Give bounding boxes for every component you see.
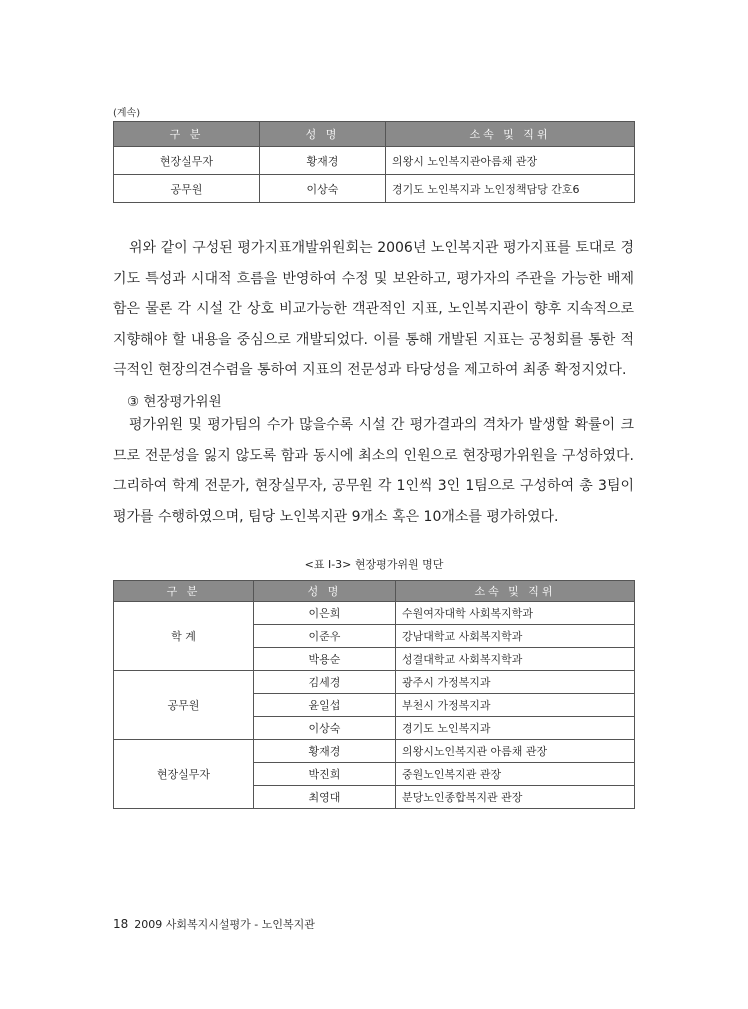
table-caption: <표 Ⅰ-3> 현장평가위원 명단 (304, 558, 444, 571)
cell-affiliation: 중원노인복지관 관장 (396, 763, 635, 786)
cell-affiliation: 부천시 가정복지과 (396, 694, 635, 717)
footer-text: 2009 사회복지시설평가 - 노인복지관 (134, 918, 315, 931)
body-paragraph-1: 위와 같이 구성된 평가지표개발위원회는 2006년 노인복지관 평가지표를 토대로 경기도 특성과 시대적 흐름을 반영하여 수정 및 보완하고, 평가자의 주관을 가능한 배제함은 물론 각 시설 간 상호 비교가능한 객관적인 지표, 노인복지관이 향후 지속적으로 지향해야 할 내용을 중심으로 개발되었다. 이를 통해 개발된 지표는 공청회를 통한 적극적인 현장의견수렴을 통하여 지표의 전문성과 타당성을 제고하여 최종 확정지었다. (113, 240, 634, 378)
cell-affiliation: 성결대학교 사회복지학과 (396, 648, 635, 671)
table-row (114, 740, 635, 763)
cell-name: 최영대 (254, 786, 396, 809)
field-evaluators-table (113, 580, 635, 809)
cell-name: 이준우 (254, 625, 396, 648)
cell-affiliation: 수원여자대학 사회복지학과 (396, 602, 635, 625)
table-row (114, 671, 635, 694)
table-row (114, 175, 635, 203)
header-affiliation: 소속 및 직위 (396, 581, 635, 602)
cell-name: 윤일섭 (254, 694, 396, 717)
cell-name: 박용순 (254, 648, 396, 671)
cell-affiliation: 경기도 노인복지과 (396, 717, 635, 740)
cell-name: 이은희 (254, 602, 396, 625)
cell-affiliation: 경기도 노인복지과 노인정책담당 간호6 (386, 175, 635, 203)
cell-affiliation: 의왕시노인복지관 아름채 관장 (396, 740, 635, 763)
continued-label: (계속) (113, 108, 141, 119)
cell-name: 이상숙 (260, 175, 386, 203)
cell-name: 김세경 (254, 671, 396, 694)
table-header-row (114, 122, 635, 147)
table-header-row (114, 581, 635, 602)
committee-table-continued (113, 121, 635, 203)
header-affiliation: 소속 및 직위 (386, 122, 635, 147)
cell-name: 이상숙 (254, 717, 396, 740)
cell-name: 황재경 (254, 740, 396, 763)
page-footer (113, 916, 315, 932)
cell-affiliation: 강남대학교 사회복지학과 (396, 625, 635, 648)
cell-category: 현장실무자 (114, 147, 260, 175)
cell-category-public-official: 공무원 (114, 671, 254, 740)
page-number: 18 (113, 917, 129, 931)
header-name: 성 명 (260, 122, 386, 147)
cell-affiliation: 의왕시 노인복지관아름채 관장 (386, 147, 635, 175)
cell-affiliation: 광주시 가정복지과 (396, 671, 635, 694)
cell-name: 박진희 (254, 763, 396, 786)
cell-affiliation: 분당노인종합복지관 관장 (396, 786, 635, 809)
header-category: 구 분 (114, 122, 260, 147)
header-name: 성 명 (254, 581, 396, 602)
cell-category: 공무원 (114, 175, 260, 203)
section-heading: ③ 현장평가위원 (127, 394, 222, 410)
table-row (114, 147, 635, 175)
cell-category-academia: 학 계 (114, 602, 254, 671)
table-row (114, 602, 635, 625)
body-paragraph-2: 평가위원 및 평가팀의 수가 많을수록 시설 간 평가결과의 격차가 발생할 확률이 크므로 전문성을 잃지 않도록 함과 동시에 최소의 인원으로 현장평가위원을 구성하였다. 그리하여 학계 전문가, 현장실무자, 공무원 각 1인씩 3인 1팀으로 구성하여 총 3팀이 평가를 수행하였으며, 팀당 노인복지관 9개소 혹은 10개소를 평가하였다. (113, 417, 634, 525)
cell-name: 황재경 (260, 147, 386, 175)
header-category: 구 분 (114, 581, 254, 602)
cell-category-field-practitioner: 현장실무자 (114, 740, 254, 809)
